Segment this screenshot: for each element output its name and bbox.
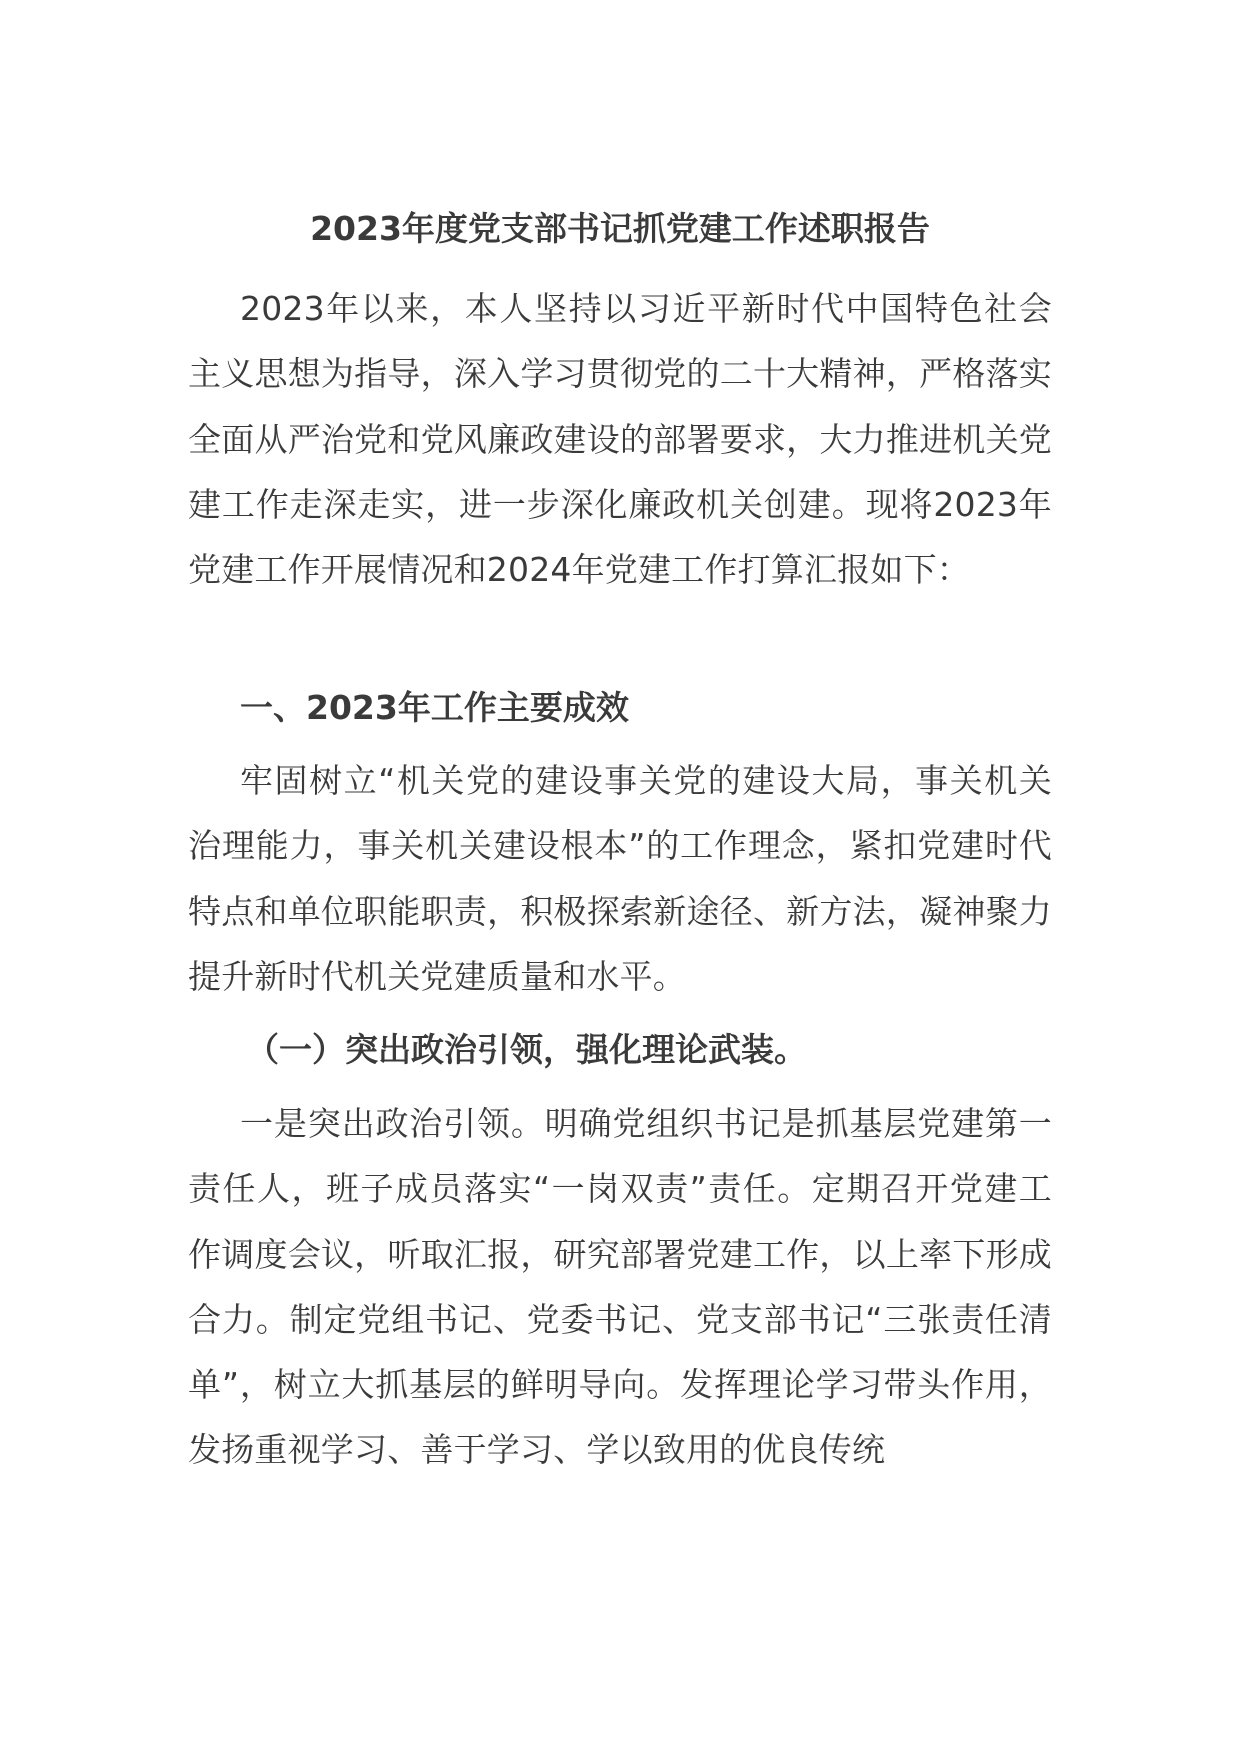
section-paragraph: 牢固树立“机关党的建设事关党的建设大局，事关机关治理能力，事关机关建设根本”的工作理念，紧扣党建时代特点和单位职能职责，积极探索新途径、新方法，凝神聚力提升新时代机关党建质量和水平。 bbox=[188, 761, 1052, 996]
section-heading: 一、2023年工作主要成效 bbox=[240, 688, 629, 727]
intro-paragraph: 2023年以来，本人坚持以习近平新时代中国特色社会主义思想为指导，深入学习贯彻党的二十大精神，严格落实全面从严治党和党风廉政建设的部署要求，大力推进机关党建工作走深走实，进一步深化廉政机关创建。现将2023年党建工作开展情况和2024年党建工作打算汇报如下： bbox=[188, 289, 1052, 590]
subsection-paragraph: 一是突出政治引领。明确党组织书记是抓基层党建第一责任人，班子成员落实“一岗双责”责任。定期召开党建工作调度会议，听取汇报，研究部署党建工作，以上率下形成合力。制定党组书记、党委书记、党支部书记“三张责任清单”，树立大抓基层的鲜明导向。发挥理论学习带头作用，发扬重视学习、善于学习、学以致用的优良传统 bbox=[188, 1104, 1052, 1470]
document-title: 2023年度党支部书记抓党建工作述职报告 bbox=[310, 209, 930, 248]
subsection-heading: （一）突出政治引领，强化理论武装。 bbox=[246, 1030, 807, 1069]
